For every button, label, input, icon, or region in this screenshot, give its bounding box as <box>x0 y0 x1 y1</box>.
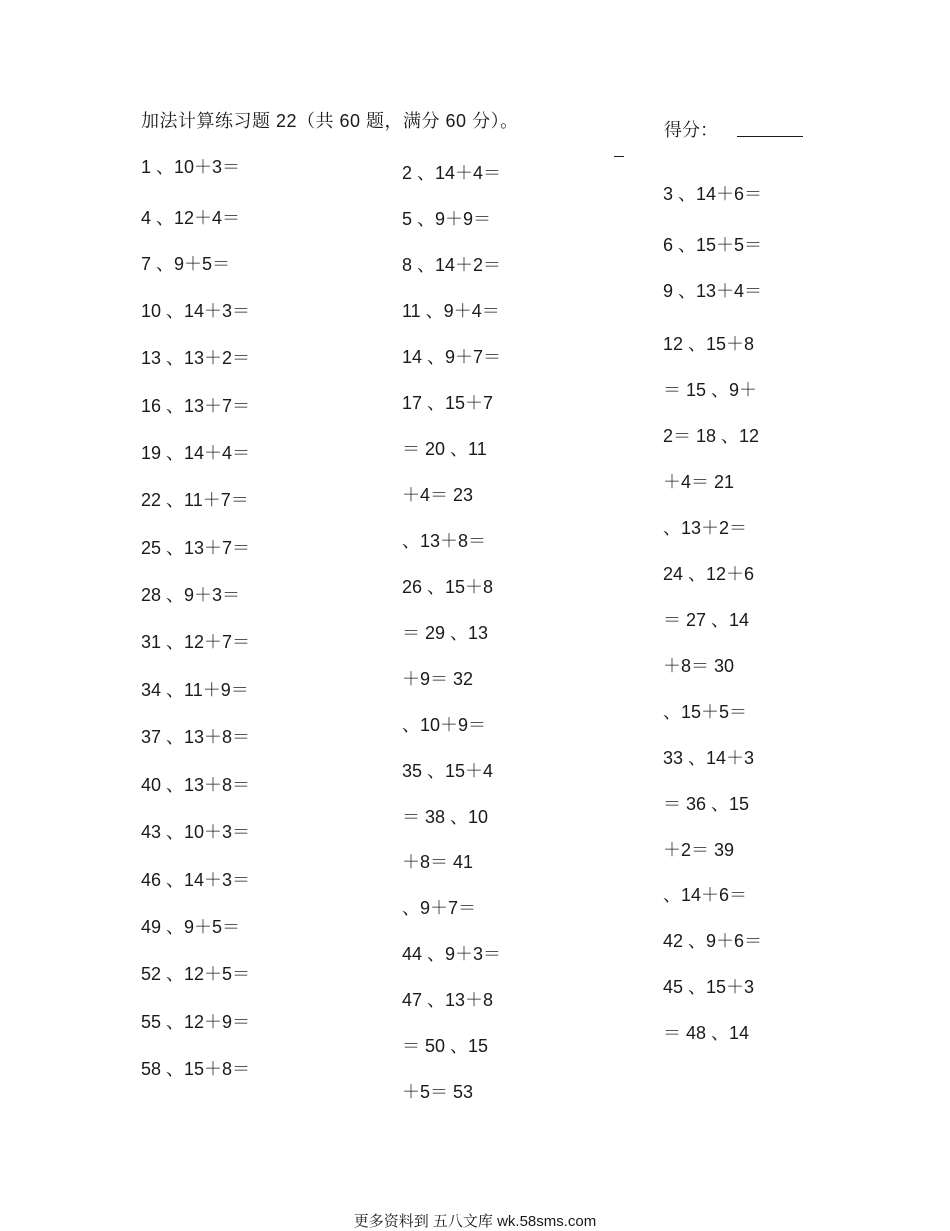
problem-line: 、10＋9＝ <box>402 715 487 735</box>
problem-line: 6 、15＋5＝ <box>663 235 763 255</box>
problem-line: 12 、15＋8 <box>663 334 755 354</box>
problem-line: 58 、15＋8＝ <box>141 1059 251 1079</box>
problem-line: 5 、9＋9＝ <box>402 209 492 229</box>
problem-line: 44 、9＋3＝ <box>402 944 502 964</box>
problem-line: 49 、9＋5＝ <box>141 917 241 937</box>
problem-line: 40 、13＋8＝ <box>141 775 251 795</box>
problem-line: 34 、11＋9＝ <box>141 680 249 700</box>
problem-line: 3 、14＋6＝ <box>663 184 763 204</box>
problem-line: 、14＋6＝ <box>663 885 748 905</box>
worksheet-title: 加法计算练习题 22（共 60 题，满分 60 分）。 <box>141 111 519 131</box>
problem-line: 31 、12＋7＝ <box>141 632 251 652</box>
problem-line: 4 、12＋4＝ <box>141 208 241 228</box>
problem-line: ＝ 29 、13 <box>402 623 489 643</box>
problem-line: 、13＋2＝ <box>663 518 748 538</box>
problem-line: ＝ 15 、9＋ <box>663 380 758 400</box>
problem-line: 13 、13＋2＝ <box>141 348 251 368</box>
problem-line: 35 、15＋4 <box>402 761 494 781</box>
problem-line: 16 、13＋7＝ <box>141 396 251 416</box>
problem-line: 、13＋8＝ <box>402 531 487 551</box>
problem-line: ＋4＝ 23 <box>402 485 474 505</box>
problem-line: 1 、10＋3＝ <box>141 157 241 177</box>
problem-line: 、9＋7＝ <box>402 898 477 918</box>
problem-line: ＋8＝ 41 <box>402 852 474 872</box>
problem-line: 45 、15＋3 <box>663 977 755 997</box>
stray-underscore-mark <box>614 156 624 157</box>
problem-line: 、15＋5＝ <box>663 702 748 722</box>
problem-line: 14 、9＋7＝ <box>402 347 502 367</box>
problem-line: ＋2＝ 39 <box>663 840 735 860</box>
problem-line: 10 、14＋3＝ <box>141 301 251 321</box>
problem-line: ＝ 38 、10 <box>402 807 489 827</box>
problem-line: 8 、14＋2＝ <box>402 255 502 275</box>
problem-line: ＝ 27 、14 <box>663 610 750 630</box>
problem-line: 55 、12＋9＝ <box>141 1012 251 1032</box>
problem-line: 28 、9＋3＝ <box>141 585 241 605</box>
score-label: 得分： <box>664 120 718 140</box>
problem-line: 22 、11＋7＝ <box>141 490 249 510</box>
problem-line: ＋9＝ 32 <box>402 669 474 689</box>
problem-line: 26 、15＋8 <box>402 577 494 597</box>
problem-line: 9 、13＋4＝ <box>663 281 763 301</box>
problem-line: 47 、13＋8 <box>402 990 494 1010</box>
problem-line: 46 、14＋3＝ <box>141 870 251 890</box>
problem-line: 17 、15＋7 <box>402 393 494 413</box>
problem-line: 7 、9＋5＝ <box>141 254 231 274</box>
problem-line: 2＝ 18 、12 <box>663 426 760 446</box>
problem-line: 42 、9＋6＝ <box>663 931 763 951</box>
problem-line: ＝ 20 、11 <box>402 439 487 459</box>
problem-line: 37 、13＋8＝ <box>141 727 251 747</box>
problem-line: 19 、14＋4＝ <box>141 443 251 463</box>
problem-line: 11 、9＋4＝ <box>402 301 500 321</box>
problem-line: ＋8＝ 30 <box>663 656 735 676</box>
problem-line: 43 、10＋3＝ <box>141 822 251 842</box>
problem-line: ＝ 48 、14 <box>663 1023 750 1043</box>
score-blank-line <box>737 136 803 137</box>
problem-line: ＝ 36 、15 <box>663 794 750 814</box>
footer-source-text: 更多资料到 五八文库 wk.58sms.com <box>353 1213 597 1230</box>
problem-line: 24 、12＋6 <box>663 564 755 584</box>
problem-line: 33 、14＋3 <box>663 748 755 768</box>
problem-line: 25 、13＋7＝ <box>141 538 251 558</box>
problem-line: ＝ 50 、15 <box>402 1036 489 1056</box>
problem-line: ＋5＝ 53 <box>402 1082 474 1102</box>
problem-line: 52 、12＋5＝ <box>141 964 251 984</box>
problem-line: ＋4＝ 21 <box>663 472 735 492</box>
problem-line: 2 、14＋4＝ <box>402 163 502 183</box>
